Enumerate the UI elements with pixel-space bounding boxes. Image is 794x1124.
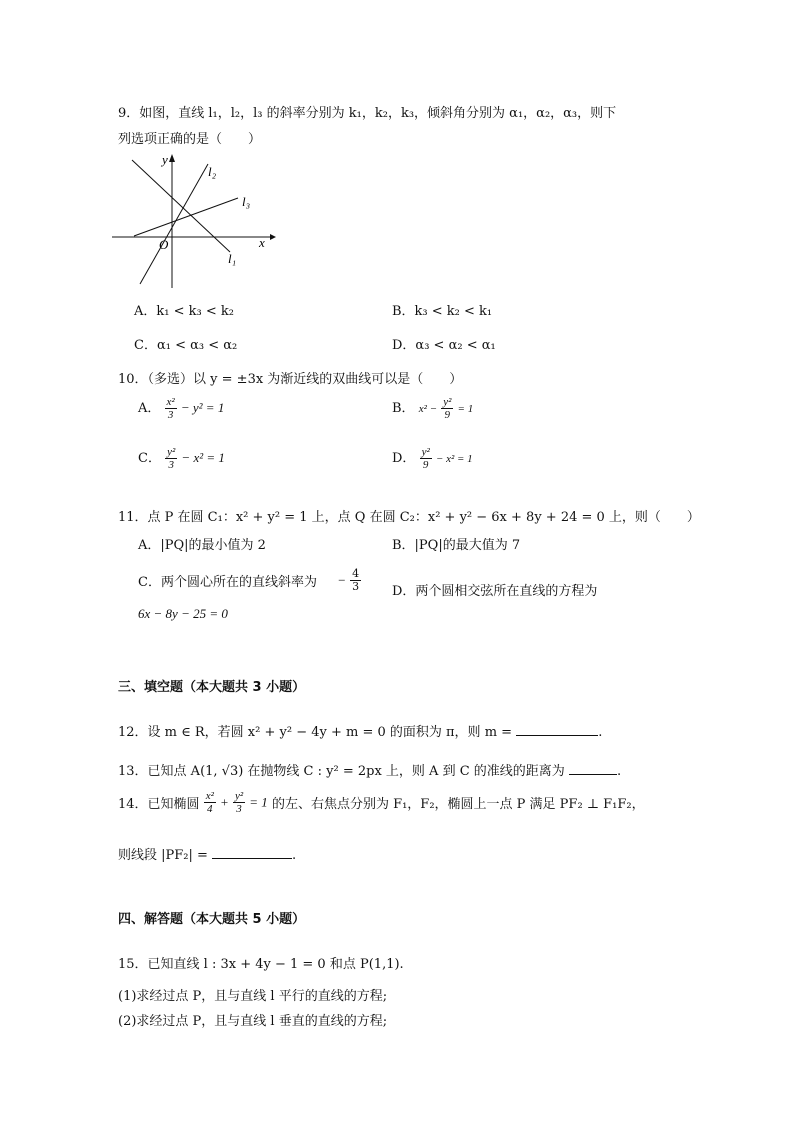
fig-label-x: x xyxy=(259,235,265,250)
q11-c-fraction xyxy=(350,568,361,593)
q9-option-b: B．k₃ < k₂ < k₁ xyxy=(392,304,493,319)
line-l2 xyxy=(140,164,208,284)
q13 xyxy=(118,760,621,779)
q10-d-rest: − x² = 1 xyxy=(435,453,473,466)
q11-c-den: 3 xyxy=(352,580,360,594)
x-axis-arrow-icon xyxy=(270,234,276,240)
fig-label-l3: l₃ xyxy=(242,194,251,209)
q15-part1: (1)求经过点 P，且与直线 l 平行的直线的方程; xyxy=(118,989,388,1004)
q14-num1: x² xyxy=(205,790,214,802)
q9-option-c: C．α₁ < α₃ < α₂ xyxy=(134,338,238,353)
q14-den1: 4 xyxy=(207,803,213,816)
q15-part2: (2)求经过点 P，且与直线 l 垂直的直线的方程; xyxy=(118,1014,388,1029)
q10-b-pre: x² − xyxy=(418,403,438,416)
q10-b-fraction xyxy=(441,396,453,421)
q12 xyxy=(118,721,602,740)
q13-end: . xyxy=(616,764,622,779)
q10-b-den: 9 xyxy=(444,409,451,422)
q10-option-c xyxy=(138,446,225,471)
section4-heading: 四、解答题（本大题共 5 小题） xyxy=(118,912,306,927)
q11-option-c xyxy=(138,568,361,593)
q10-a-den: 3 xyxy=(167,409,174,422)
q14-line1 xyxy=(118,790,645,815)
q10-option-d xyxy=(392,446,473,471)
q10-a-rest: − y² = 1 xyxy=(180,400,225,416)
q15-stem: 15．已知直线 l : 3x + 4y − 1 = 0 和点 P(1,1). xyxy=(118,957,404,972)
q10-c-den: 3 xyxy=(168,459,174,472)
q14-post: 的左、右焦点分别为 F₁，F₂，椭圆上一点 P 满足 PF₂ ⊥ F₁F₂， xyxy=(271,797,645,813)
q10-c-fraction xyxy=(165,446,177,471)
q14-eq: = 1 xyxy=(249,794,268,810)
q12-text: 12．设 m ∈ R，若圆 x² + y² − 4y + m = 0 的面积为 π，则 m = xyxy=(118,725,513,740)
q10-stem: 10．（多选）以 y = ±3x 为渐近线的双曲线可以是（ ） xyxy=(118,372,463,387)
q10-b-num: y² xyxy=(443,396,452,408)
q10-a-label: A． xyxy=(138,401,161,417)
q10-b-rest: = 1 xyxy=(457,403,474,416)
q10-c-label: C． xyxy=(138,451,161,467)
q11-option-d-equation: 6x − 8y − 25 = 0 xyxy=(138,606,228,621)
section3-heading: 三、填空题（本大题共 3 小题） xyxy=(118,680,306,695)
q11-c-sign: − xyxy=(337,572,347,588)
q14-num2: y² xyxy=(234,790,244,802)
fig-label-l1: l₁ xyxy=(228,251,237,266)
q14-fraction-1 xyxy=(204,790,216,815)
q14-pre: 14．已知椭圆 xyxy=(118,797,200,813)
fig-label-l2: l₂ xyxy=(208,164,217,179)
q9-stem-line1: 9．如图，直线 l₁，l₂，l₃ 的斜率分别为 k₁，k₂，k₃，倾斜角分别为 α₁，α₂，α₃，则下 xyxy=(118,106,617,121)
q14-answer-blank[interactable] xyxy=(212,846,292,859)
fig-label-origin: O xyxy=(159,237,169,252)
q14-plus: + xyxy=(220,794,229,810)
q14-end: . xyxy=(292,848,297,863)
q11-c-text: C．两个圆心所在的直线斜率为 xyxy=(138,575,317,591)
q14-line2-text: 则线段 |PF₂| = xyxy=(118,848,208,863)
q10-c-rest: − x² = 1 xyxy=(181,450,225,466)
fig-label-y: y xyxy=(162,152,168,167)
q10-d-label: D． xyxy=(392,451,416,467)
q9-option-a: A．k₁ < k₃ < k₂ xyxy=(134,304,234,319)
q10-c-num: y² xyxy=(167,446,176,458)
q11-option-d: D．两个圆相交弦所在直线的方程为 xyxy=(392,584,598,599)
q13-answer-blank[interactable] xyxy=(569,762,617,775)
q10-a-num: x² xyxy=(166,396,175,408)
q11-option-a: A．|PQ|的最小值为 2 xyxy=(138,538,266,553)
q14-line2 xyxy=(118,844,296,863)
q10-a-fraction xyxy=(165,396,177,421)
q9-option-d: D．α₃ < α₂ < α₁ xyxy=(392,338,496,353)
q10-option-a xyxy=(138,396,224,421)
q14-fraction-2 xyxy=(233,790,245,815)
q10-d-den: 9 xyxy=(422,459,429,472)
q13-text: 13．已知点 A(1, √3) 在抛物线 C : y² = 2px 上，则 A 到 C 的准线的距离为 xyxy=(118,764,565,779)
q9-figure xyxy=(112,150,282,288)
q14-den2: 3 xyxy=(236,803,242,816)
y-axis-arrow-icon xyxy=(169,154,175,162)
q12-answer-blank[interactable] xyxy=(516,723,598,736)
q12-end: . xyxy=(598,725,603,740)
q11-option-b: B．|PQ|的最大值为 7 xyxy=(392,538,521,553)
q10-b-label: B． xyxy=(392,401,415,417)
q10-d-fraction xyxy=(420,446,432,471)
q11-c-num: 4 xyxy=(352,567,360,580)
q10-option-b xyxy=(392,396,473,421)
q11-stem: 11．点 P 在圆 C₁：x² + y² = 1 上，点 Q 在圆 C₂：x² + y² − 6x + 8y + 24 = 0 上，则（ ） xyxy=(118,510,700,525)
q9-stem-line2: 列选项正确的是（ ） xyxy=(118,132,262,147)
q10-d-num: y² xyxy=(421,446,430,458)
